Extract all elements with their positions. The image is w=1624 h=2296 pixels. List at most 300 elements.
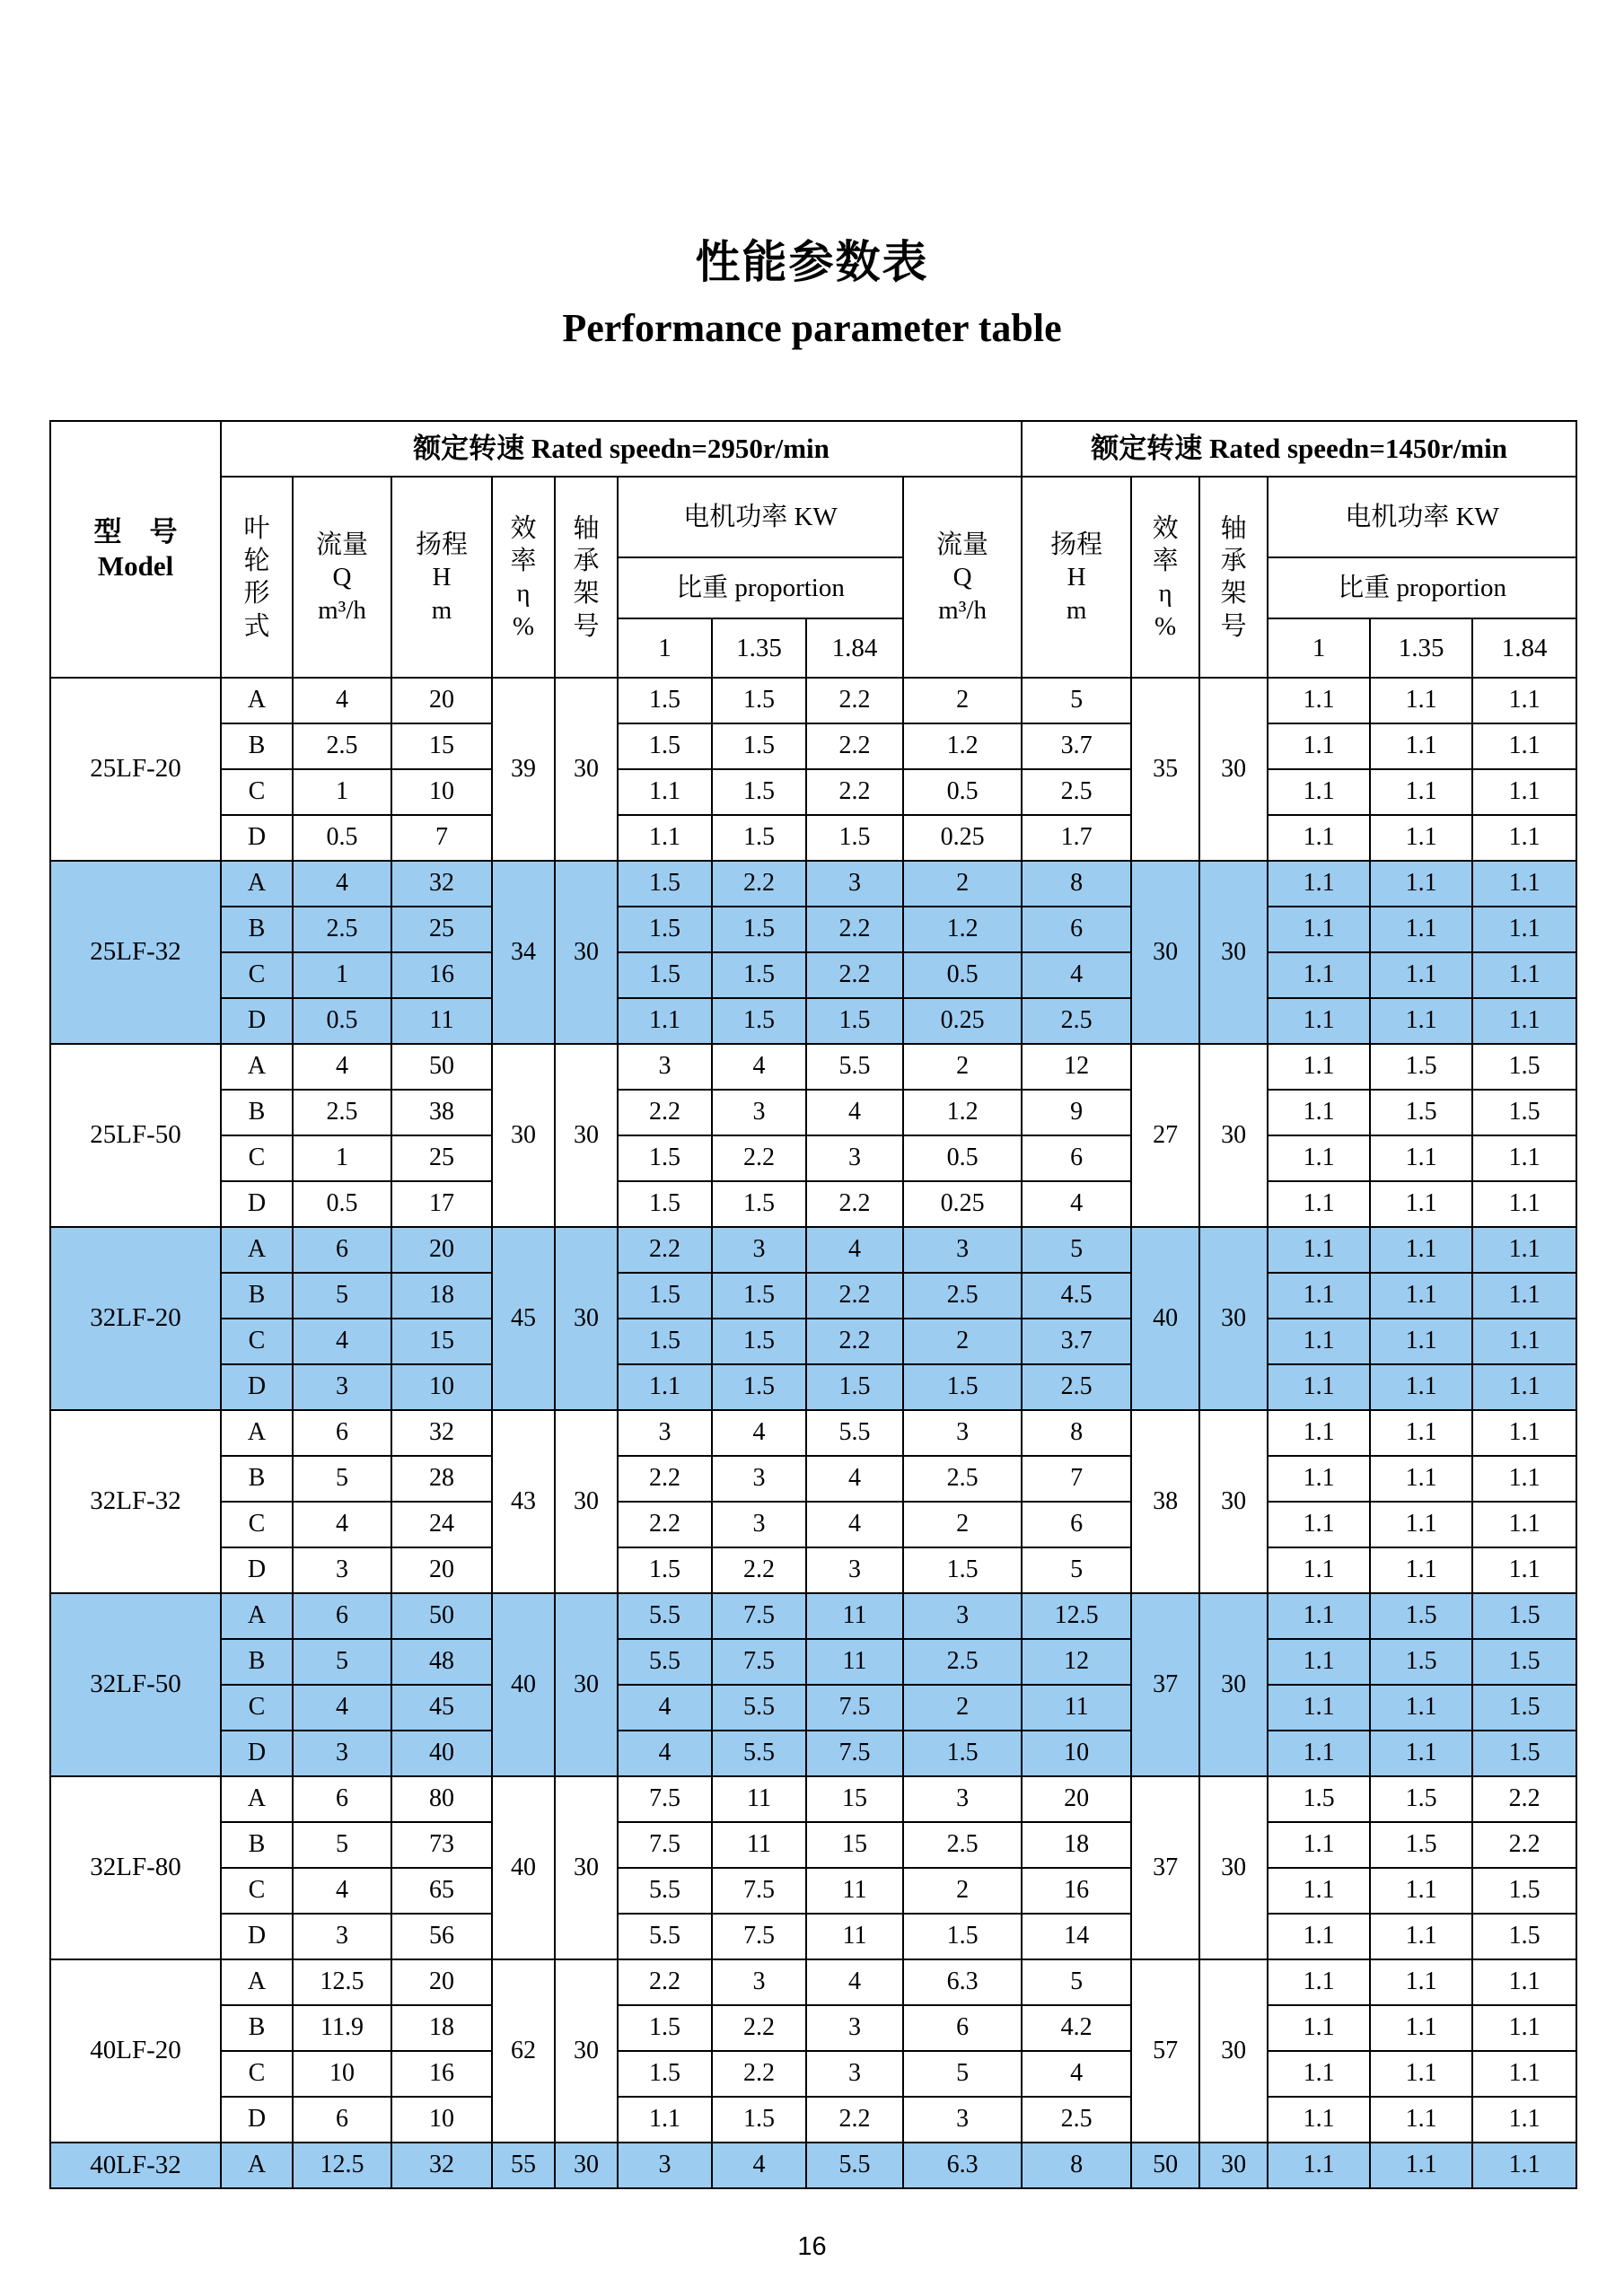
power-1450-cell: 1.5: [1472, 1868, 1576, 1914]
flow-2950-cell: 4: [293, 1685, 391, 1731]
bearing-2950-cell: 30: [555, 2143, 618, 2188]
head-2950-cell: 25: [391, 1135, 492, 1181]
flow-2950-cell: 11.9: [293, 2005, 391, 2051]
head-2950-cell: 32: [391, 861, 492, 907]
head-2950-cell: 50: [391, 1593, 492, 1639]
head-1450-cell: 12.5: [1022, 1593, 1131, 1639]
power-2950-cell: 5.5: [806, 2143, 903, 2188]
head-2950-cell: 40: [391, 1731, 492, 1776]
bearing-1450-cell: 30: [1199, 1593, 1268, 1776]
power-2950-cell: 4: [806, 1959, 903, 2005]
head-2950-cell: 32: [391, 1410, 492, 1456]
power-2950-cell: 1.5: [618, 1319, 712, 1364]
power-1450-cell: 1.1: [1268, 2051, 1370, 2097]
power-2950-cell: 2.2: [712, 2005, 806, 2051]
performance-table: [49, 420, 1577, 2189]
power-2950-cell: 7.5: [618, 1776, 712, 1822]
power-2950-cell: 1.5: [618, 907, 712, 952]
power-2950-cell: 4: [806, 1090, 903, 1135]
head-2950-cell: 17: [391, 1181, 492, 1227]
power-1450-cell: 1.1: [1472, 1273, 1576, 1319]
power-1450-cell: 1.1: [1268, 2097, 1370, 2143]
power-2950-cell: 2.2: [806, 2097, 903, 2143]
head-2950-cell: 15: [391, 1319, 492, 1364]
power-1450-cell: 1.1: [1370, 1181, 1472, 1227]
header-proportion-2950: 比重 proportion: [618, 557, 903, 618]
impeller-type-cell: A: [221, 1593, 293, 1639]
power-2950-cell: 3: [712, 1227, 806, 1273]
head-2950-cell: 80: [391, 1776, 492, 1822]
flow-2950-cell: 12.5: [293, 1959, 391, 2005]
flow-1450-cell: 2: [903, 1502, 1022, 1547]
power-1450-cell: 1.1: [1268, 1822, 1370, 1868]
impeller-type-cell: B: [221, 1639, 293, 1685]
power-1450-cell: 1.1: [1472, 2097, 1576, 2143]
power-2950-cell: 3: [806, 1135, 903, 1181]
header-flow-2950: 流量 Q m³/h: [293, 477, 391, 678]
power-1450-cell: 1.1: [1370, 1227, 1472, 1273]
power-2950-cell: 11: [806, 1868, 903, 1914]
head-2950-cell: 38: [391, 1090, 492, 1135]
flow-1450-cell: 0.25: [903, 815, 1022, 861]
header-model-zh: 型 号: [93, 515, 178, 548]
table-row: [50, 1639, 1576, 1685]
head-1450-cell: 6: [1022, 907, 1131, 952]
table-row: [50, 769, 1576, 815]
power-1450-cell: 1.5: [1472, 1731, 1576, 1776]
head-2950-cell: 10: [391, 769, 492, 815]
efficiency-1450-cell: 37: [1131, 1776, 1199, 1959]
impeller-type-cell: D: [221, 2097, 293, 2143]
power-1450-cell: 1.5: [1370, 1593, 1472, 1639]
impeller-type-cell: A: [221, 861, 293, 907]
power-2950-cell: 3: [806, 2005, 903, 2051]
power-2950-cell: 2.2: [618, 1090, 712, 1135]
flow-1450-cell: 1.5: [903, 1364, 1022, 1410]
power-1450-cell: 1.1: [1472, 1319, 1576, 1364]
table-row: [50, 2097, 1576, 2143]
power-1450-cell: 1.1: [1370, 861, 1472, 907]
head-1450-cell: 4.2: [1022, 2005, 1131, 2051]
table-row: [50, 1319, 1576, 1364]
power-2950-cell: 1.5: [618, 723, 712, 769]
bearing-1450-cell: 30: [1199, 678, 1268, 861]
performance-table-body: [50, 678, 1576, 2188]
bearing-2950-cell: 30: [555, 1776, 618, 1959]
header-efficiency-1450: 效 率 η %: [1131, 477, 1199, 678]
power-1450-cell: 1.1: [1370, 769, 1472, 815]
power-1450-cell: 1.1: [1472, 907, 1576, 952]
table-row: [50, 1090, 1576, 1135]
power-1450-cell: 1.1: [1370, 1319, 1472, 1364]
power-2950-cell: 5.5: [712, 1685, 806, 1731]
header-speed-1450: 额定转速 Rated speedn=1450r/min: [1022, 421, 1576, 477]
flow-2950-cell: 2.5: [293, 1090, 391, 1135]
power-1450-cell: 1.1: [1268, 998, 1370, 1044]
table-row: [50, 2051, 1576, 2097]
impeller-type-cell: D: [221, 998, 293, 1044]
power-2950-cell: 2.2: [806, 678, 903, 723]
power-2950-cell: 11: [806, 1639, 903, 1685]
power-1450-cell: 1.1: [1472, 1227, 1576, 1273]
head-1450-cell: 3.7: [1022, 1319, 1131, 1364]
power-2950-cell: 1.5: [712, 907, 806, 952]
power-2950-cell: 7.5: [618, 1822, 712, 1868]
table-row: [50, 1593, 1576, 1639]
flow-2950-cell: 5: [293, 1273, 391, 1319]
model-cell: 40LF-20: [50, 1959, 221, 2143]
impeller-type-cell: D: [221, 1364, 293, 1410]
flow-2950-cell: 10: [293, 2051, 391, 2097]
power-2950-cell: 1.5: [712, 952, 806, 998]
efficiency-1450-cell: 50: [1131, 2143, 1199, 2188]
table-row: [50, 1410, 1576, 1456]
head-1450-cell: 2.5: [1022, 2097, 1131, 2143]
power-2950-cell: 1.5: [618, 1181, 712, 1227]
power-1450-cell: 1.1: [1370, 723, 1472, 769]
flow-1450-cell: 5: [903, 2051, 1022, 2097]
flow-2950-cell: 6: [293, 1227, 391, 1273]
power-1450-cell: 1.1: [1268, 1868, 1370, 1914]
head-1450-cell: 8: [1022, 1410, 1131, 1456]
power-1450-cell: 1.1: [1268, 2143, 1370, 2188]
efficiency-2950-cell: 34: [492, 861, 555, 1044]
head-2950-cell: 45: [391, 1685, 492, 1731]
power-1450-cell: 1.1: [1268, 1959, 1370, 2005]
header-bearing-1450: 轴 承 架 号: [1199, 477, 1268, 678]
model-cell: 32LF-20: [50, 1227, 221, 1410]
power-1450-cell: 1.1: [1370, 998, 1472, 1044]
power-1450-cell: 1.1: [1472, 998, 1576, 1044]
power-1450-cell: 1.1: [1370, 815, 1472, 861]
efficiency-2950-cell: 45: [492, 1227, 555, 1410]
table-row: [50, 1685, 1576, 1731]
flow-1450-cell: 2: [903, 1685, 1022, 1731]
head-2950-cell: 11: [391, 998, 492, 1044]
header-ratio: 1: [1268, 618, 1370, 678]
power-2950-cell: 5.5: [618, 1639, 712, 1685]
flow-1450-cell: 2.5: [903, 1639, 1022, 1685]
power-2950-cell: 3: [618, 2143, 712, 2188]
efficiency-2950-cell: 39: [492, 678, 555, 861]
bearing-2950-cell: 30: [555, 861, 618, 1044]
efficiency-1450-cell: 27: [1131, 1044, 1199, 1227]
flow-2950-cell: 3: [293, 1547, 391, 1593]
head-2950-cell: 65: [391, 1868, 492, 1914]
flow-1450-cell: 3: [903, 1410, 1022, 1456]
head-1450-cell: 12: [1022, 1639, 1131, 1685]
head-1450-cell: 4: [1022, 952, 1131, 998]
power-1450-cell: 1.5: [1370, 1090, 1472, 1135]
power-2950-cell: 5.5: [618, 1593, 712, 1639]
power-2950-cell: 7.5: [712, 1868, 806, 1914]
head-2950-cell: 16: [391, 2051, 492, 2097]
head-1450-cell: 16: [1022, 1868, 1131, 1914]
power-2950-cell: 1.5: [618, 1273, 712, 1319]
power-2950-cell: 1.5: [806, 998, 903, 1044]
flow-2950-cell: 12.5: [293, 2143, 391, 2188]
flow-1450-cell: 6: [903, 2005, 1022, 2051]
table-row: [50, 952, 1576, 998]
impeller-type-cell: D: [221, 1914, 293, 1959]
efficiency-2950-cell: 55: [492, 2143, 555, 2188]
head-2950-cell: 28: [391, 1456, 492, 1502]
power-1450-cell: 1.1: [1370, 1868, 1472, 1914]
table-row: [50, 1731, 1576, 1776]
power-1450-cell: 1.1: [1268, 1135, 1370, 1181]
power-1450-cell: 1.1: [1472, 1364, 1576, 1410]
flow-2950-cell: 4: [293, 861, 391, 907]
head-2950-cell: 7: [391, 815, 492, 861]
power-2950-cell: 4: [806, 1227, 903, 1273]
power-2950-cell: 7.5: [806, 1685, 903, 1731]
impeller-type-cell: C: [221, 1135, 293, 1181]
impeller-type-cell: C: [221, 1868, 293, 1914]
flow-1450-cell: 0.25: [903, 998, 1022, 1044]
power-1450-cell: 1.5: [1370, 1822, 1472, 1868]
power-2950-cell: 11: [806, 1914, 903, 1959]
power-1450-cell: 2.2: [1472, 1776, 1576, 1822]
power-2950-cell: 3: [618, 1410, 712, 1456]
table-row: [50, 723, 1576, 769]
flow-2950-cell: 2.5: [293, 907, 391, 952]
power-1450-cell: 1.1: [1268, 1593, 1370, 1639]
efficiency-1450-cell: 57: [1131, 1959, 1199, 2143]
efficiency-2950-cell: 40: [492, 1776, 555, 1959]
model-cell: 25LF-20: [50, 678, 221, 861]
flow-1450-cell: 1.2: [903, 1090, 1022, 1135]
bearing-1450-cell: 30: [1199, 1959, 1268, 2143]
power-1450-cell: 1.1: [1268, 1319, 1370, 1364]
power-1450-cell: 1.1: [1268, 815, 1370, 861]
power-1450-cell: 1.1: [1370, 1273, 1472, 1319]
power-2950-cell: 1.5: [712, 1364, 806, 1410]
header-bearing-2950: 轴 承 架 号: [555, 477, 618, 678]
power-1450-cell: 1.1: [1472, 1502, 1576, 1547]
flow-2950-cell: 5: [293, 1639, 391, 1685]
power-2950-cell: 4: [712, 1044, 806, 1090]
head-1450-cell: 1.7: [1022, 815, 1131, 861]
head-2950-cell: 24: [391, 1502, 492, 1547]
impeller-type-cell: B: [221, 723, 293, 769]
head-1450-cell: 8: [1022, 2143, 1131, 2188]
flow-2950-cell: 4: [293, 1319, 391, 1364]
impeller-type-cell: C: [221, 952, 293, 998]
impeller-type-cell: A: [221, 1776, 293, 1822]
flow-1450-cell: 1.5: [903, 1547, 1022, 1593]
head-2950-cell: 20: [391, 1227, 492, 1273]
power-1450-cell: 1.1: [1370, 1364, 1472, 1410]
power-1450-cell: 1.1: [1268, 723, 1370, 769]
power-2950-cell: 5.5: [806, 1044, 903, 1090]
power-2950-cell: 2.2: [806, 1181, 903, 1227]
power-1450-cell: 1.1: [1268, 1639, 1370, 1685]
power-2950-cell: 7.5: [712, 1593, 806, 1639]
table-row: [50, 861, 1576, 907]
power-1450-cell: 1.1: [1472, 2005, 1576, 2051]
power-2950-cell: 2.2: [806, 1273, 903, 1319]
power-2950-cell: 2.2: [806, 1319, 903, 1364]
flow-2950-cell: 3: [293, 1364, 391, 1410]
head-1450-cell: 3.7: [1022, 723, 1131, 769]
power-1450-cell: 1.1: [1370, 2005, 1472, 2051]
flow-1450-cell: 6.3: [903, 1959, 1022, 2005]
header-head-1450: 扬程 H m: [1022, 477, 1131, 678]
flow-2950-cell: 5: [293, 1822, 391, 1868]
table-row: [50, 1822, 1576, 1868]
power-1450-cell: 1.1: [1370, 952, 1472, 998]
table-row: [50, 2005, 1576, 2051]
power-2950-cell: 3: [712, 1502, 806, 1547]
flow-2950-cell: 6: [293, 1593, 391, 1639]
header-speed-2950: 额定转速 Rated speedn=2950r/min: [221, 421, 1022, 477]
power-2950-cell: 4: [712, 2143, 806, 2188]
impeller-type-cell: B: [221, 1273, 293, 1319]
flow-1450-cell: 2.5: [903, 1822, 1022, 1868]
bearing-1450-cell: 30: [1199, 1776, 1268, 1959]
power-2950-cell: 2.2: [806, 907, 903, 952]
power-2950-cell: 1.5: [712, 998, 806, 1044]
flow-2950-cell: 6: [293, 2097, 391, 2143]
power-1450-cell: 1.1: [1268, 1502, 1370, 1547]
power-1450-cell: 1.1: [1268, 1914, 1370, 1959]
table-row: [50, 1502, 1576, 1547]
bearing-2950-cell: 30: [555, 1593, 618, 1776]
power-1450-cell: 1.1: [1472, 1456, 1576, 1502]
head-1450-cell: 5: [1022, 1959, 1131, 2005]
impeller-type-cell: B: [221, 907, 293, 952]
flow-2950-cell: 1: [293, 952, 391, 998]
power-1450-cell: 1.1: [1268, 1547, 1370, 1593]
power-2950-cell: 1.5: [618, 1547, 712, 1593]
power-2950-cell: 2.2: [806, 769, 903, 815]
power-1450-cell: 1.1: [1370, 1547, 1472, 1593]
power-1450-cell: 1.1: [1370, 1685, 1472, 1731]
flow-1450-cell: 0.5: [903, 1135, 1022, 1181]
model-cell: 32LF-50: [50, 1593, 221, 1776]
header-impeller-type: 叶 轮 形 式: [221, 477, 293, 678]
efficiency-2950-cell: 30: [492, 1044, 555, 1227]
power-2950-cell: 2.2: [712, 2051, 806, 2097]
head-1450-cell: 2.5: [1022, 998, 1131, 1044]
head-2950-cell: 20: [391, 678, 492, 723]
power-1450-cell: 1.1: [1472, 1547, 1576, 1593]
flow-2950-cell: 1: [293, 769, 391, 815]
power-1450-cell: 1.1: [1370, 1135, 1472, 1181]
power-2950-cell: 7.5: [712, 1639, 806, 1685]
flow-2950-cell: 4: [293, 678, 391, 723]
efficiency-2950-cell: 40: [492, 1593, 555, 1776]
head-1450-cell: 9: [1022, 1090, 1131, 1135]
bearing-1450-cell: 30: [1199, 861, 1268, 1044]
power-2950-cell: 5.5: [618, 1868, 712, 1914]
impeller-type-cell: B: [221, 1456, 293, 1502]
power-2950-cell: 5.5: [618, 1914, 712, 1959]
header-ratio: 1: [618, 618, 712, 678]
power-2950-cell: 3: [712, 1959, 806, 2005]
power-1450-cell: 1.5: [1370, 1639, 1472, 1685]
power-2950-cell: 5.5: [712, 1731, 806, 1776]
table-row: [50, 907, 1576, 952]
head-1450-cell: 10: [1022, 1731, 1131, 1776]
power-1450-cell: 1.1: [1268, 1044, 1370, 1090]
flow-2950-cell: 4: [293, 1868, 391, 1914]
impeller-type-cell: A: [221, 2143, 293, 2188]
power-2950-cell: 1.5: [712, 2097, 806, 2143]
power-1450-cell: 1.1: [1472, 769, 1576, 815]
header-proportion-1450: 比重 proportion: [1268, 557, 1576, 618]
power-2950-cell: 11: [806, 1593, 903, 1639]
head-1450-cell: 14: [1022, 1914, 1131, 1959]
impeller-type-cell: A: [221, 1044, 293, 1090]
bearing-1450-cell: 30: [1199, 2143, 1268, 2188]
power-1450-cell: 1.1: [1472, 2143, 1576, 2188]
impeller-type-cell: D: [221, 1181, 293, 1227]
impeller-type-cell: C: [221, 2051, 293, 2097]
model-cell: 40LF-32: [50, 2143, 221, 2188]
page-title-zh: 性能参数表: [695, 237, 929, 287]
power-1450-cell: 1.1: [1268, 769, 1370, 815]
power-2950-cell: 1.5: [618, 861, 712, 907]
flow-1450-cell: 2: [903, 1868, 1022, 1914]
power-1450-cell: 1.1: [1472, 952, 1576, 998]
power-1450-cell: 1.1: [1370, 1914, 1472, 1959]
flow-1450-cell: 3: [903, 1227, 1022, 1273]
head-1450-cell: 18: [1022, 1822, 1131, 1868]
power-2950-cell: 2.2: [712, 861, 806, 907]
flow-1450-cell: 1.5: [903, 1914, 1022, 1959]
flow-1450-cell: 2: [903, 1044, 1022, 1090]
power-1450-cell: 1.1: [1370, 2097, 1472, 2143]
table-row: [50, 678, 1576, 723]
table-row: [50, 1181, 1576, 1227]
power-1450-cell: 1.1: [1268, 907, 1370, 952]
power-2950-cell: 2.2: [806, 723, 903, 769]
head-1450-cell: 4.5: [1022, 1273, 1131, 1319]
power-2950-cell: 3: [712, 1456, 806, 1502]
power-1450-cell: 2.2: [1472, 1822, 1576, 1868]
impeller-type-cell: C: [221, 1319, 293, 1364]
power-2950-cell: 1.5: [712, 1273, 806, 1319]
head-2950-cell: 15: [391, 723, 492, 769]
table-row: [50, 1135, 1576, 1181]
impeller-type-cell: D: [221, 1731, 293, 1776]
header-ratio: 1.35: [712, 618, 806, 678]
table-row: [50, 1227, 1576, 1273]
impeller-type-cell: B: [221, 1822, 293, 1868]
table-row: [50, 1273, 1576, 1319]
power-2950-cell: 4: [618, 1731, 712, 1776]
head-1450-cell: 20: [1022, 1776, 1131, 1822]
power-2950-cell: 2.2: [618, 1959, 712, 2005]
power-1450-cell: 1.5: [1370, 1776, 1472, 1822]
power-1450-cell: 1.1: [1472, 1959, 1576, 2005]
bearing-2950-cell: 30: [555, 1410, 618, 1593]
power-2950-cell: 15: [806, 1776, 903, 1822]
power-2950-cell: 1.5: [618, 2051, 712, 2097]
flow-1450-cell: 2: [903, 678, 1022, 723]
table-row: [50, 1364, 1576, 1410]
power-2950-cell: 2.2: [712, 1135, 806, 1181]
power-2950-cell: 1.5: [712, 1181, 806, 1227]
power-1450-cell: 1.1: [1472, 1135, 1576, 1181]
header-model: [50, 421, 221, 678]
power-2950-cell: 11: [712, 1776, 806, 1822]
header-flow-1450: 流量 Q m³/h: [903, 477, 1022, 678]
flow-1450-cell: 1.2: [903, 723, 1022, 769]
bearing-2950-cell: 30: [555, 1044, 618, 1227]
header-ratio: 1.35: [1370, 618, 1472, 678]
